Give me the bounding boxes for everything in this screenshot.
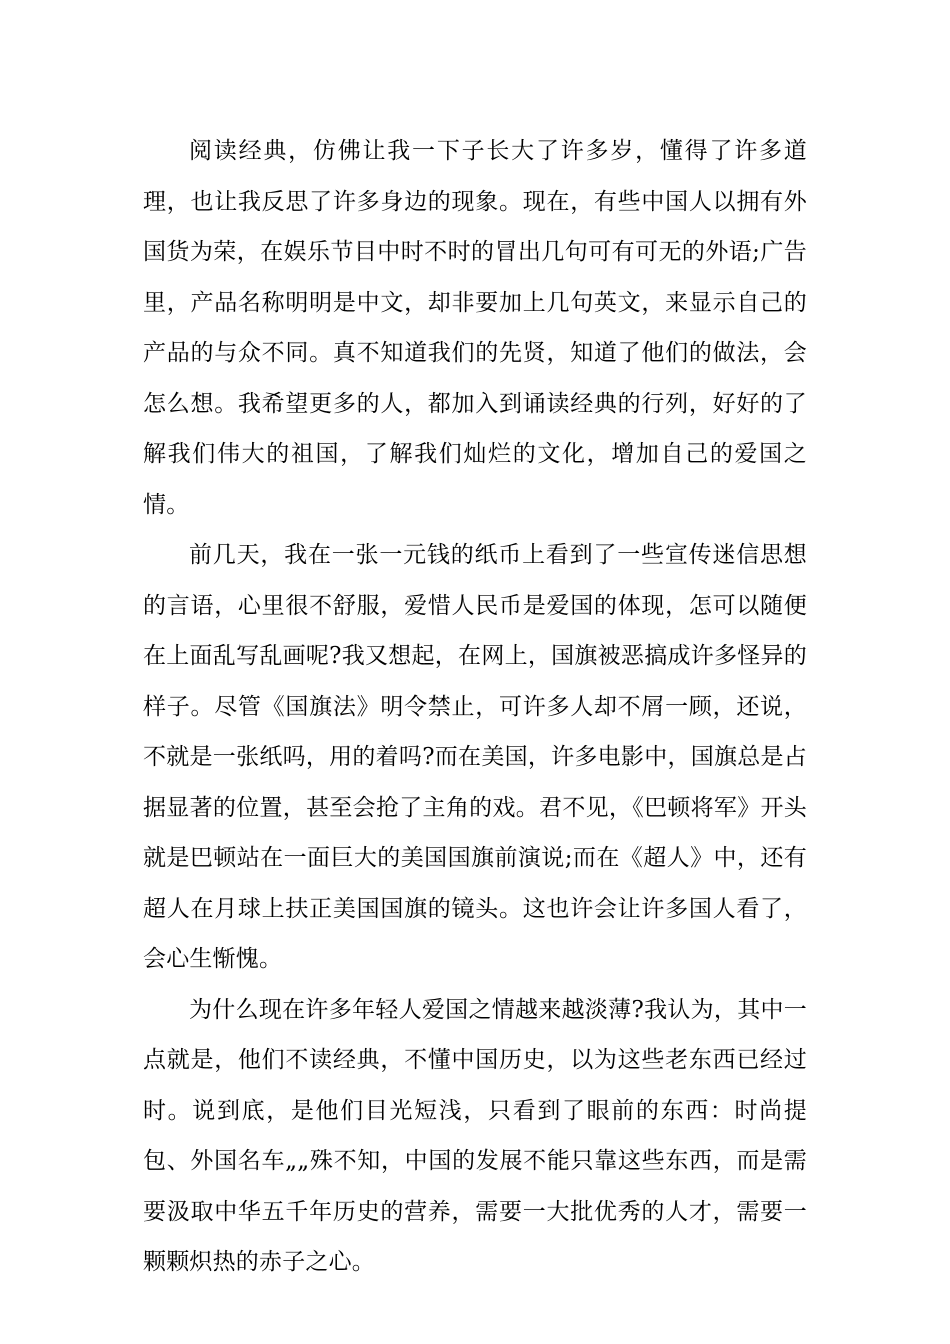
- paragraph-1: 阅读经典，仿佛让我一下子长大了许多岁，懂得了许多道理，也让我反思了许多身边的现象。现在，有些中国人以拥有外国货为荣，在娱乐节目中时不时的冒出几句可有可无的外语;广告里，产品名称明明是中文，却非要加上几句英文，来显示自己的产品的与众不同。真不知道我们的先贤，知道了他们的做法，会怎么想。我希望更多的人，都加入到诵读经典的行列，好好的了解我们伟大的祖国，了解我们灿烂的文化，增加自己的爱国之情。: [143, 138, 807, 518]
- document-body: [143, 126, 807, 1288]
- paragraph-3: 为什么现在许多年轻人爱国之情越来越淡薄?我认为，其中一点就是，他们不读经典，不懂中国历史，以为这些老东西已经过时。说到底，是他们目光短浅，只看到了眼前的东西：时尚提包、外国名车„„殊不知，中国的发展不能只靠这些东西，而是需要汲取中华五千年历史的营养，需要一大批优秀的人才，需要一颗颗炽热的赤子之心。: [143, 996, 807, 1275]
- paragraph-2: 前几天，我在一张一元钱的纸币上看到了一些宣传迷信思想的言语，心里很不舒服，爱惜人民币是爱国的体现，怎可以随便在上面乱写乱画呢?我又想起，在网上，国旗被恶搞成许多怪异的样子。尽管《国旗法》明令禁止，可许多人却不屑一顾，还说，不就是一张纸吗，用的着吗?而在美国，许多电影中，国旗总是占据显著的位置，甚至会抢了主角的戏。君不见，《巴顿将军》开头就是巴顿站在一面巨大的美国国旗前演说;而在《超人》中，还有超人在月球上扶正美国国旗的镜头。这也许会让许多国人看了，会心生惭愧。: [143, 542, 807, 972]
